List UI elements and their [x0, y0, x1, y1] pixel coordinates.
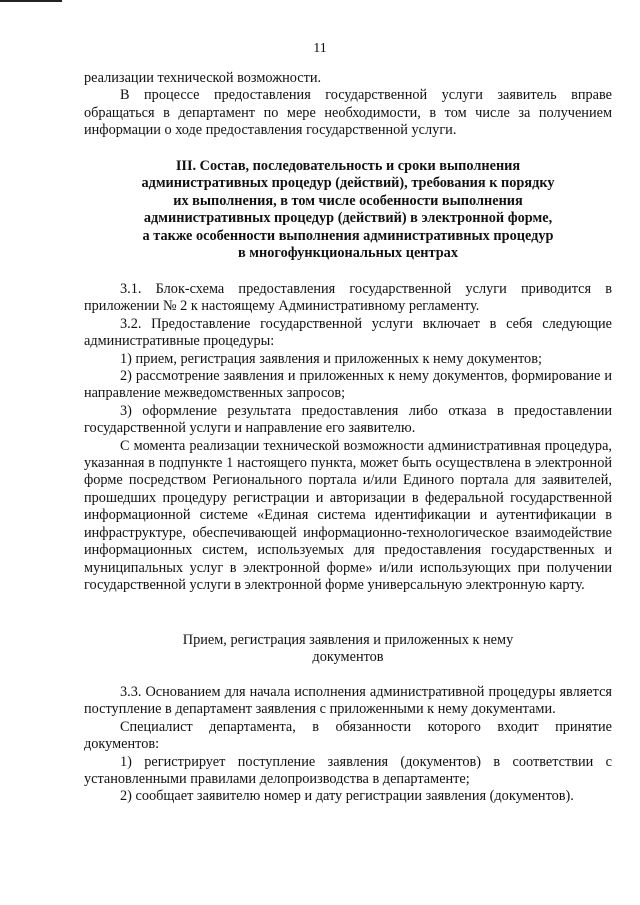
list-item: 3) оформление результата предоставления либо отказа в предоставлении государственной услуги и направление его заявителю. [84, 402, 612, 437]
list-item: 1) прием, регистрация заявления и приложенных к нему документов; [120, 350, 542, 367]
paragraph: 3.3. Основанием для начала исполнения административной процедуры является поступление в департамент заявления с приложенными к нему документами. [84, 684, 612, 718]
list-item: 2) рассмотрение заявления и приложенных к нему документов, формирование и направление межведомственных запросов; [84, 368, 612, 402]
section-heading-line: в многофункциональных центрах [238, 245, 458, 262]
paragraph: В процессе предоставления государственной услуги заявитель вправе обращаться в департамент по мере необходимости, в том числе за получением информации о ходе предоставления государственной услуги. [84, 87, 612, 139]
list-item: 1) регистрирует поступление заявления (документов) в соответствии с установленными правилами делопроизводства в департаменте; [84, 753, 612, 788]
section-heading-line: административных процедур (действий) в электронной форме, [143, 210, 553, 227]
list-item: 2) сообщает заявителю номер и дату регистрации заявления (документов). [120, 788, 574, 805]
scan-edge-mark [0, 0, 62, 2]
section-body [84, 281, 612, 594]
paragraph: Специалист департамента, в обязанности которого входит принятие документов: [84, 718, 612, 753]
continuation-line: реализации технической возможности. [84, 70, 322, 86]
paragraph: С момента реализации технической возможности административная процедура, указанная в подпункте 1 настоящего пункта, может быть осуществлена в электронной форме посредством Регионального портала и/или Единого портала для заявителей, прошедших процедуру регистрации и авторизации в федеральной государственной информационной системе «Единая система идентификации и аутентификации в инфраструктуре, обеспечивающей информационно-технологическое взаимодействие информационных систем, используемых для предоставления государственных и муниципальных услуг в электронной форме» и/или использующих при получении государственной услуги в электронной форме универсальную электронную карту. [84, 437, 612, 593]
page-number: 11 [313, 41, 327, 56]
subsection-heading-line: документов [312, 649, 384, 666]
subsection-heading-line: Прием, регистрация заявления и приложенных к нему [182, 632, 514, 648]
section-heading-line: а также особенности выполнения административных процедур [142, 227, 554, 244]
section-heading-line: их выполнения, в том числе особенности выполнения [173, 192, 523, 209]
section-heading-line: административных процедур (действий), требования к порядку [141, 175, 555, 192]
section-heading-line: III. Состав, последовательность и сроки выполнения [175, 158, 521, 174]
paragraph: 3.2. Предоставление государственной услуги включает в себя следующие административные процедуры: [84, 315, 612, 350]
paragraph: 3.1. Блок-схема предоставления государственной услуги приводится в приложении № 2 к настоящему Административному регламенту. [84, 281, 612, 315]
subsection-body [84, 684, 612, 806]
intro-block [84, 70, 612, 140]
section-heading [84, 158, 612, 262]
subsection-heading [84, 632, 612, 667]
